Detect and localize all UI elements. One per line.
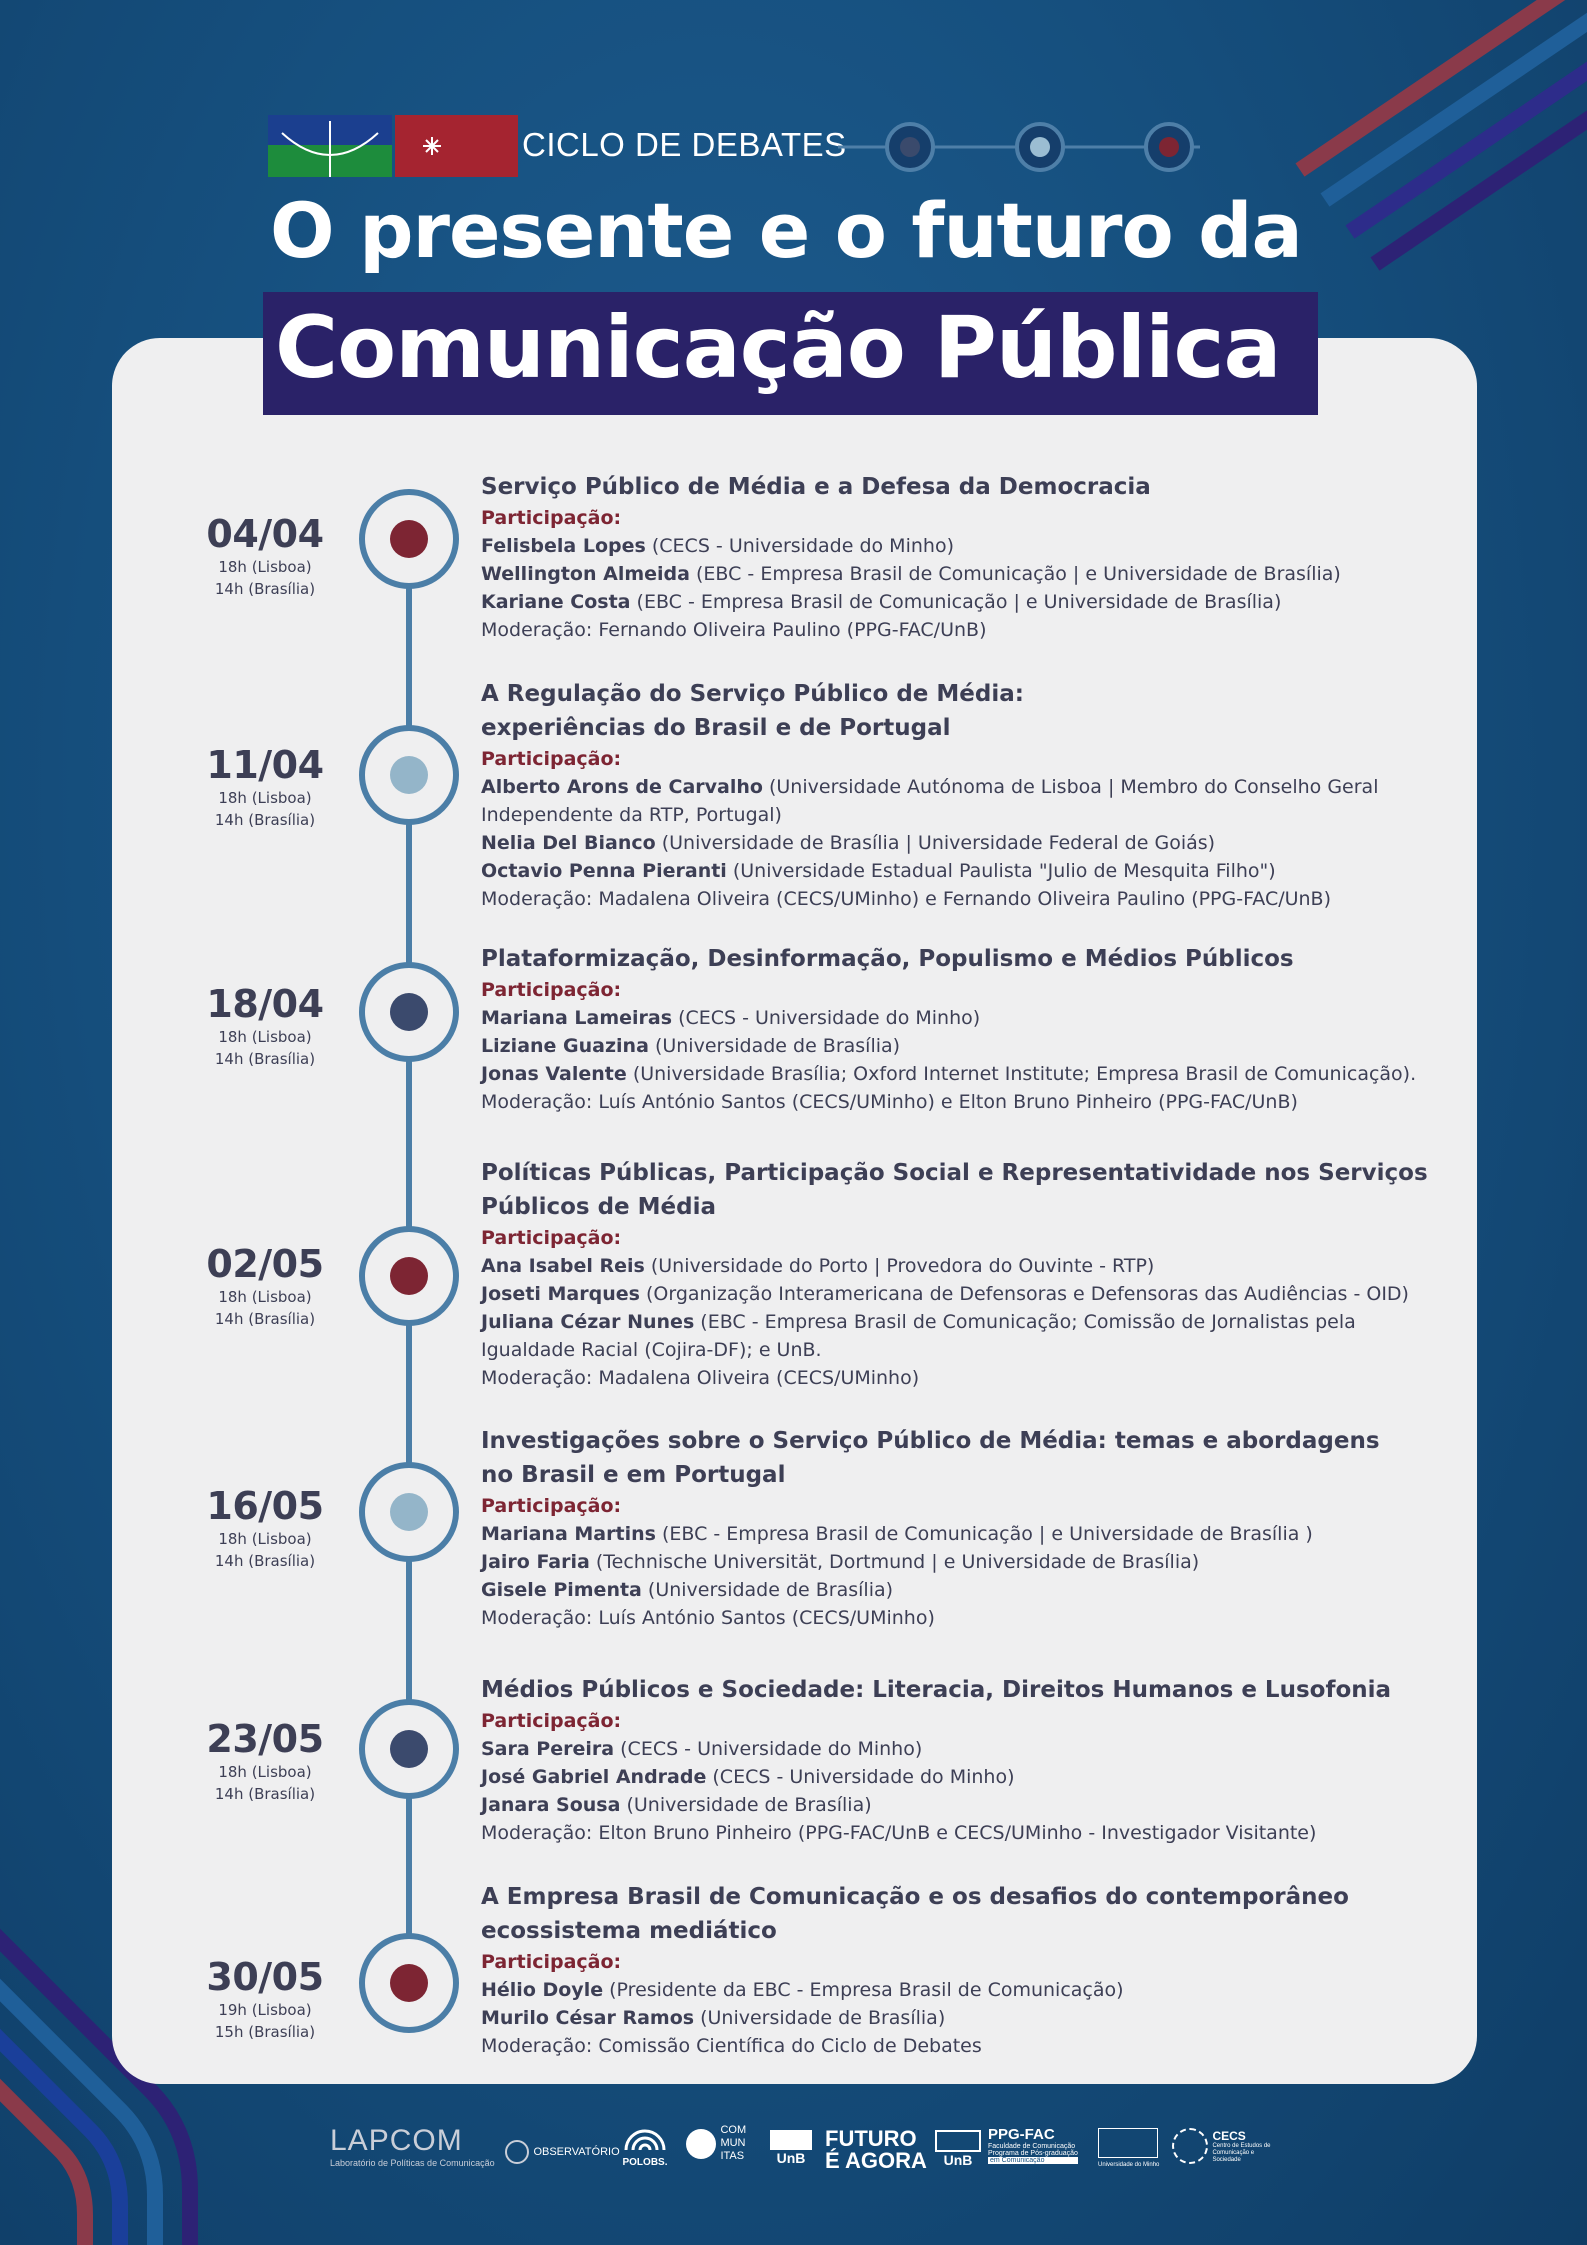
participant: Mariana Martins (EBC - Empresa Brasil de Comunicação | e Universidade de Brasília ) bbox=[481, 1523, 1313, 1545]
uminho-icon bbox=[1098, 2128, 1158, 2158]
session-title: Serviço Público de Média e a Defesa da Democracia bbox=[481, 474, 1151, 500]
unb-icon bbox=[770, 2130, 812, 2150]
moderation: Moderação: Elton Bruno Pinheiro (PPG-FAC/UnB e CECS/UMinho - Investigador Visitante) bbox=[481, 1822, 1317, 1844]
time-brasilia: 14h (Brasília) bbox=[214, 1552, 316, 1570]
time-lisboa: 18h (Lisboa) bbox=[218, 1028, 312, 1046]
participant: Murilo César Ramos (Universidade de Brasília) bbox=[481, 2007, 946, 2029]
decorative-stripes-top-right bbox=[1280, 0, 1587, 300]
time-lisboa: 18h (Lisboa) bbox=[218, 558, 312, 576]
page-title: O presente e o futuro da bbox=[270, 186, 1302, 275]
date-label: 18/04 bbox=[206, 982, 324, 1026]
timeline-decoration bbox=[838, 120, 1200, 174]
time-brasilia: 15h (Brasília) bbox=[214, 2023, 316, 2041]
session-title: A Empresa Brasil de Comunicação e os desafios do contemporâneo bbox=[481, 1884, 1349, 1910]
session-title: ecossistema mediático bbox=[481, 1918, 777, 1944]
timeline-dot bbox=[390, 993, 428, 1031]
observatorio-icon bbox=[505, 2140, 529, 2164]
moderation: Moderação: Madalena Oliveira (CECS/UMinho) e Fernando Oliveira Paulino (PPG-FAC/UnB) bbox=[481, 888, 1332, 910]
date-label: 11/04 bbox=[206, 743, 324, 787]
session-details bbox=[481, 470, 1431, 644]
participation-label: Participação: bbox=[481, 748, 622, 770]
futuro-e-agora-logo: FUTURO É AGORA bbox=[825, 2126, 927, 2173]
cecs-logo: CECS Centro de Estudos de Comunicação e Sociedade bbox=[1172, 2128, 1272, 2164]
date-label: 02/05 bbox=[206, 1242, 324, 1286]
session-date bbox=[165, 1242, 365, 1330]
unb-logo-ppgfac: UnB bbox=[935, 2130, 981, 2168]
timeline-dot bbox=[390, 756, 428, 794]
timeline-node bbox=[359, 725, 459, 825]
timeline-node bbox=[359, 1933, 459, 2033]
timeline-dot bbox=[390, 520, 428, 558]
session-title: Investigações sobre o Serviço Público de Média: temas e abordagens bbox=[481, 1428, 1380, 1454]
moderation: Moderação: Luís António Santos (CECS/UMinho) e Elton Bruno Pinheiro (PPG-FAC/UnB) bbox=[481, 1091, 1298, 1113]
series-label: CICLO DE DEBATES bbox=[522, 126, 847, 163]
participant: Joseti Marques (Organização Interamericana de Defensoras e Defensoras das Audiências - OID) bbox=[481, 1283, 1409, 1305]
session-title: no Brasil e em Portugal bbox=[481, 1462, 786, 1488]
timeline-node bbox=[359, 1699, 459, 1799]
time-lisboa: 18h (Lisboa) bbox=[218, 1288, 312, 1306]
uminho-logo bbox=[395, 115, 518, 177]
participant: Felisbela Lopes (CECS - Universidade do Minho) bbox=[481, 535, 954, 557]
timeline-dot bbox=[390, 1257, 428, 1295]
participant: Ana Isabel Reis (Universidade do Porto | Provedora do Ouvinte - RTP) bbox=[481, 1255, 1155, 1277]
session-title: Políticas Públicas, Participação Social e Representatividade nos Serviços bbox=[481, 1160, 1428, 1186]
lapcom-logo: LAPCOM Laboratório de Políticas de Comunicação bbox=[330, 2124, 495, 2168]
participant: Jonas Valente (Universidade Brasília; Oxford Internet Institute; Empresa Brasil de Comunicação). bbox=[481, 1063, 1417, 1085]
participant: José Gabriel Andrade (CECS - Universidade do Minho) bbox=[481, 1766, 1015, 1788]
session-details bbox=[481, 677, 1431, 913]
time-brasilia: 14h (Brasília) bbox=[214, 1050, 316, 1068]
cecs-icon bbox=[1172, 2128, 1208, 2164]
session-title: Públicos de Média bbox=[481, 1194, 717, 1220]
time-lisboa: 18h (Lisboa) bbox=[218, 1530, 312, 1548]
time-lisboa: 18h (Lisboa) bbox=[218, 789, 312, 807]
session-date bbox=[165, 743, 365, 831]
ppgfac-logo: PPG-FAC Faculdade de Comunicação Programa de Pós-graduação em Comunicação bbox=[988, 2126, 1078, 2164]
session-details bbox=[481, 1673, 1431, 1847]
participant: Nelia Del Bianco (Universidade de Brasília | Universidade Federal de Goiás) bbox=[481, 832, 1216, 854]
observatorio-logo: OBSERVATÓRIO bbox=[505, 2140, 620, 2164]
timeline-dot bbox=[390, 1964, 428, 2002]
session-date bbox=[165, 1717, 365, 1805]
session-title: Plataformização, Desinformação, Populismo e Médios Públicos bbox=[481, 946, 1294, 972]
communitas-logo: COM MUN ITAS bbox=[686, 2124, 760, 2163]
date-label: 04/04 bbox=[206, 512, 324, 556]
date-label: 30/05 bbox=[206, 1955, 324, 1999]
session-date bbox=[165, 982, 365, 1070]
participant: Mariana Lameiras (CECS - Universidade do Minho) bbox=[481, 1007, 981, 1029]
unb-logo-footer: UnB bbox=[770, 2130, 812, 2166]
moderation: Moderação: Fernando Oliveira Paulino (PPG-FAC/UnB) bbox=[481, 619, 987, 641]
moderation: Moderação: Madalena Oliveira (CECS/UMinho) bbox=[481, 1367, 920, 1389]
unb-icon bbox=[935, 2130, 981, 2152]
session-details bbox=[481, 942, 1431, 1116]
time-brasilia: 14h (Brasília) bbox=[214, 811, 316, 829]
session-date bbox=[165, 512, 365, 600]
participation-label: Participação: bbox=[481, 1710, 622, 1732]
partner-logos bbox=[0, 2110, 1587, 2190]
timeline-dot bbox=[390, 1730, 428, 1768]
session-date bbox=[165, 1484, 365, 1572]
participant: Kariane Costa (EBC - Empresa Brasil de Comunicação | e Universidade de Brasília) bbox=[481, 591, 1282, 613]
session-title: A Regulação do Serviço Público de Média: bbox=[481, 681, 1024, 707]
participant: Janara Sousa (Universidade de Brasília) bbox=[481, 1794, 872, 1816]
session-details bbox=[481, 1880, 1431, 2060]
time-lisboa: 18h (Lisboa) bbox=[218, 1763, 312, 1781]
participant: Wellington Almeida (EBC - Empresa Brasil de Comunicação | e Universidade de Brasília) bbox=[481, 563, 1341, 585]
participant: Gisele Pimenta (Universidade de Brasília) bbox=[481, 1579, 894, 1601]
moderation: Moderação: Comissão Científica do Ciclo de Debates bbox=[481, 2035, 982, 2057]
participation-label: Participação: bbox=[481, 1227, 622, 1249]
timeline-node bbox=[359, 1226, 459, 1326]
date-label: 16/05 bbox=[206, 1484, 324, 1528]
moderation: Moderação: Luís António Santos (CECS/UMinho) bbox=[481, 1607, 935, 1629]
polobs-logo: POLOBS. bbox=[622, 2124, 668, 2168]
participation-label: Participação: bbox=[481, 979, 622, 1001]
participant: Hélio Doyle (Presidente da EBC - Empresa Brasil de Comunicação) bbox=[481, 1979, 1124, 2001]
participant: Jairo Faria (Technische Universität, Dortmund | e Universidade de Brasília) bbox=[481, 1551, 1200, 1573]
participant: Sara Pereira (CECS - Universidade do Minho) bbox=[481, 1738, 923, 1760]
session-title: Médios Públicos e Sociedade: Literacia, Direitos Humanos e Lusofonia bbox=[481, 1677, 1392, 1703]
participation-label: Participação: bbox=[481, 507, 622, 529]
communitas-icon bbox=[686, 2129, 716, 2159]
participant: Octavio Penna Pieranti (Universidade Estadual Paulista "Julio de Mesquita Filho") bbox=[481, 860, 1276, 882]
participant: Liziane Guazina (Universidade de Brasília) bbox=[481, 1035, 901, 1057]
page-title-highlight: Comunicação Pública bbox=[275, 298, 1281, 398]
participation-label: Participação: bbox=[481, 1495, 622, 1517]
timeline-node bbox=[359, 1462, 459, 1562]
session-details bbox=[481, 1156, 1431, 1392]
unb-logo bbox=[268, 115, 392, 177]
session-details bbox=[481, 1424, 1431, 1632]
polobs-icon bbox=[622, 2124, 668, 2152]
timeline-node bbox=[359, 962, 459, 1062]
time-brasilia: 14h (Brasília) bbox=[214, 580, 316, 598]
session-title: experiências do Brasil e de Portugal bbox=[481, 715, 951, 741]
uminho-logo-footer: Universidade do Minho bbox=[1098, 2128, 1159, 2168]
time-brasilia: 14h (Brasília) bbox=[214, 1310, 316, 1328]
participant: Alberto Arons de Carvalho (Universidade Autónoma de Lisboa | Membro do Conselho Geral Independente da RTP, Portugal) bbox=[481, 776, 1379, 826]
session-date bbox=[165, 1955, 365, 2043]
time-brasilia: 14h (Brasília) bbox=[214, 1785, 316, 1803]
timeline-node bbox=[359, 489, 459, 589]
participant: Juliana Cézar Nunes (EBC - Empresa Brasil de Comunicação; Comissão de Jornalistas pela Igualdade Racial (Cojira-DF); e UnB. bbox=[481, 1311, 1356, 1361]
date-label: 23/05 bbox=[206, 1717, 324, 1761]
time-lisboa: 19h (Lisboa) bbox=[218, 2001, 312, 2019]
participation-label: Participação: bbox=[481, 1951, 622, 1973]
timeline-dot bbox=[390, 1493, 428, 1531]
